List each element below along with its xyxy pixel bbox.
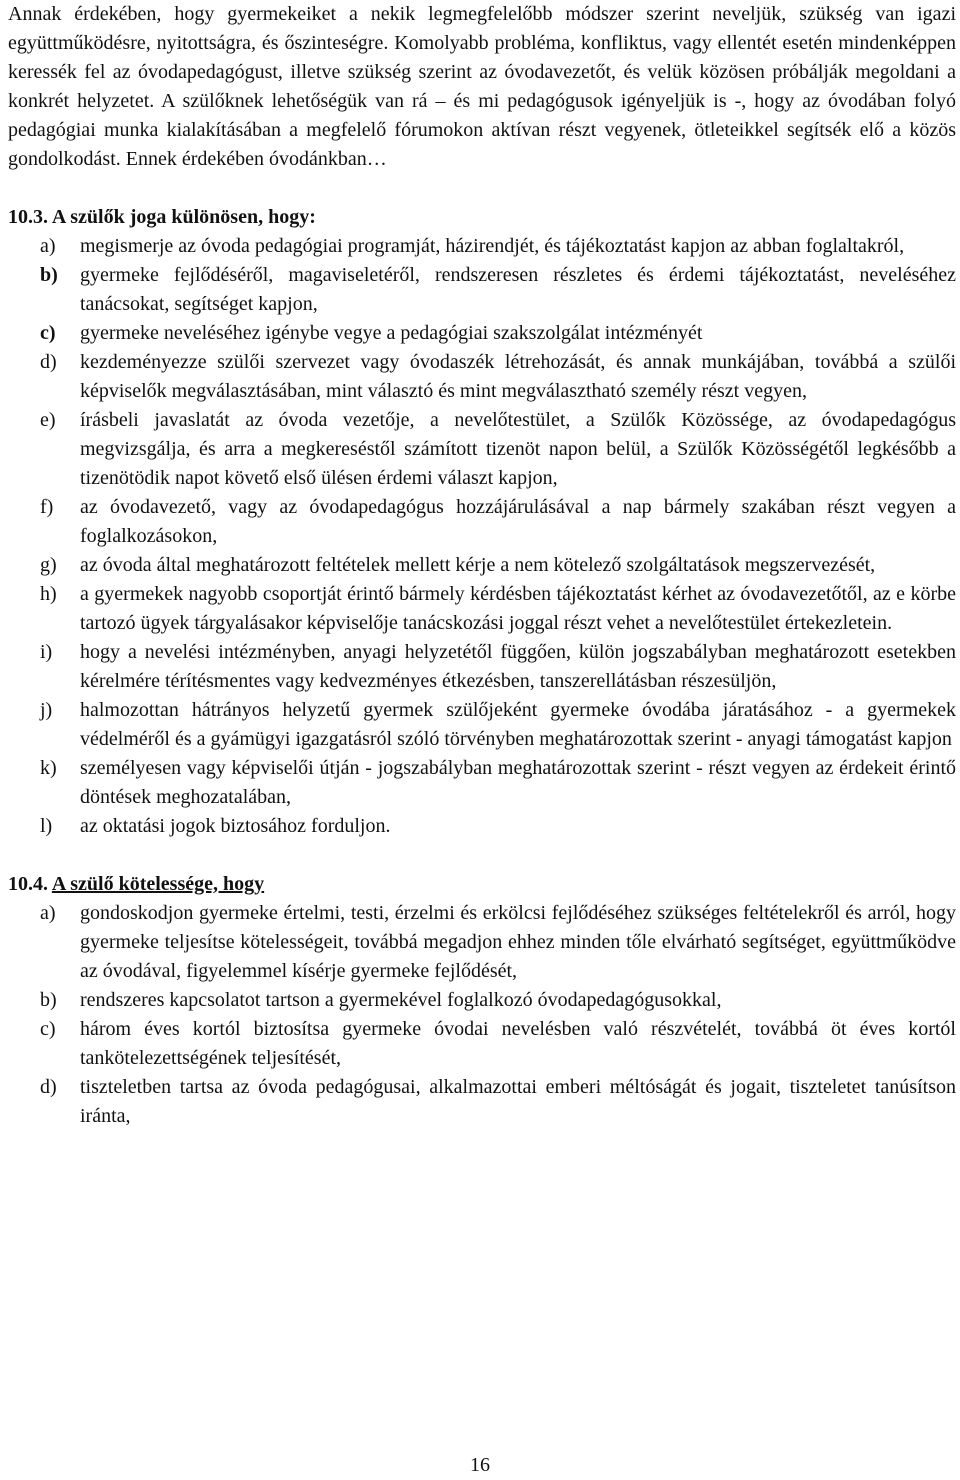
list-marker: a): [40, 235, 56, 257]
list-item-text: megismerje az óvoda pedagógiai programját, házirendjét, és tájékoztatást kapjon az abban foglaltakról,: [80, 235, 905, 257]
list-marker: b): [40, 264, 58, 286]
list-item: [8, 638, 956, 696]
list-item: [8, 899, 956, 986]
list-item-text: tiszteletben tartsa az óvoda pedagógusai, alkalmazottai emberi méltóságát és jogait, tiszteletet tanúsítson iránta,: [80, 1076, 956, 1127]
page-number: 16: [470, 1454, 490, 1476]
list-marker: k): [40, 757, 57, 779]
list-marker: a): [40, 902, 56, 924]
list-item: [8, 986, 956, 1015]
list-marker: c): [40, 322, 56, 344]
list-item: [8, 406, 956, 493]
list-marker: l): [40, 815, 53, 837]
list-item: [8, 812, 956, 841]
list-item: [8, 319, 956, 348]
list-item-text: rendszeres kapcsolatot tartson a gyermekével foglalkozó óvodapedagógusokkal,: [80, 989, 722, 1011]
list-marker: i): [40, 641, 53, 663]
list-item-text: három éves kortól biztosítsa gyermeke óvodai nevelésben való részvételét, továbbá öt éves kortól tankötelezettségének teljesítését,: [80, 1018, 956, 1069]
list-item-text: írásbeli javaslatát az óvoda vezetője, a nevelőtestület, a Szülők Közössége, az óvodapedagógus megvizsgálja, és arra a megkereséstől számított tizenöt napon belül, a Szülők Közösségétől legkésőbb a tizenötödik napot követő első ülésen érdemi választ kapjon,: [80, 409, 956, 489]
list-marker: d): [40, 1076, 57, 1098]
list-item-text: gyermeke fejlődéséről, magaviseletéről, rendszeresen részletes és érdemi tájékoztatást, neveléséhez tanácsokat, segítséget kapjon,: [80, 264, 956, 315]
list-item-text: az oktatási jogok biztosához forduljon.: [80, 815, 391, 837]
list-item-text: kezdeményezze szülői szervezet vagy óvodaszék létrehozását, és annak munkájában, továbbá a szülői képviselők megválasztásában, mint választó és mint megválasztható személy részt vegyen,: [80, 351, 956, 402]
spacer: [8, 174, 956, 203]
list-item-text: a gyermekek nagyobb csoportját érintő bármely kérdésben tájékoztatást kérhet az óvodavezetőtől, az e körbe tartozó ügyek tárgyalásakor képviselője tanácskozási joggal részt vehet a nevelőtestület értekezletein.: [80, 583, 956, 634]
section-title: A szülő kötelessége, hogy: [51, 873, 265, 895]
list-item: [8, 1073, 956, 1131]
list-item-text: az óvoda által meghatározott feltételek mellett kérje a nem kötelező szolgáltatások megszervezését,: [80, 554, 876, 576]
list-marker: g): [40, 554, 57, 576]
list-item-text: az óvodavezető, vagy az óvodapedagógus hozzájárulásával a nap bármely szakában részt vegyen a foglalkozásokon,: [80, 496, 956, 547]
intro-paragraph: Annak érdekében, hogy gyermekeiket a nekik legmegfelelőbb módszer szerint neveljük, szükség van igazi együttműködésre, nyitottságra, és őszinteségre. Komolyabb probléma, konfliktus, vagy ellentét esetén mindenképpen keressék fel az óvodapedagógust, illetve szükség szerint az óvodavezetőt, és velük közösen próbálják megoldani a konkrét helyzetet. A szülőknek lehetőségük van rá – és mi pedagógusok igényeljük is -, hogy az óvodában folyó pedagógiai munka kialakításában a megfelelő fórumokon aktívan részt vegyenek, ötleteikkel segítsék elő a közös gondolkodást. Ennek érdekében óvodánkban…: [8, 3, 956, 170]
rights-list: [8, 232, 956, 841]
section-number: 10.4.: [8, 873, 48, 895]
list-item: [8, 580, 956, 638]
list-marker: d): [40, 351, 57, 373]
list-item-text: halmozottan hátrányos helyzetű gyermek szülőjeként gyermeke óvodába járatásához - a gyermekek védelméről és a gyámügyi igazgatásról szóló törvényben meghatározottak szerint - anyagi támogatást kapjon: [80, 699, 956, 750]
list-item: [8, 493, 956, 551]
list-item: [8, 754, 956, 812]
section-title: A szülők joga különösen, hogy:: [51, 206, 316, 228]
section-rights-heading: [8, 203, 956, 232]
list-item-text: gondoskodjon gyermeke értelmi, testi, érzelmi és erkölcsi fejlődéséhez szükséges feltételekről és arról, hogy gyermeke teljesítse kötelességeit, továbbá megadjon ehhez minden tőle elvárható segítséget, együttműködve az óvodával, figyelemmel kísérje gyermeke fejlődését,: [80, 902, 956, 982]
list-item-text: hogy a nevelési intézményben, anyagi helyzetétől függően, külön jogszabályban meghatározott esetekben kérelmére térítésmentes vagy kedvezményes étkezésben, tanszerellátásban részesüljön,: [80, 641, 956, 692]
list-item: [8, 232, 956, 261]
list-marker: e): [40, 409, 56, 431]
list-item-text: gyermeke neveléséhez igénybe vegye a pedagógiai szakszolgálat intézményét: [80, 322, 703, 344]
list-marker: b): [40, 989, 57, 1011]
list-marker: c): [40, 1018, 56, 1040]
section-duties-heading: [8, 870, 956, 899]
list-item-text: személyesen vagy képviselői útján - jogszabályban meghatározottak szerint - részt vegyen az érdekeit érintő döntések meghozatalában,: [80, 757, 956, 808]
document-page: [8, 0, 956, 1131]
section-number: 10.3.: [8, 206, 48, 228]
list-item: [8, 1015, 956, 1073]
list-item: [8, 551, 956, 580]
duties-list: [8, 899, 956, 1131]
spacer: [8, 841, 956, 870]
list-item: [8, 261, 956, 319]
list-item: [8, 348, 956, 406]
list-item: [8, 696, 956, 754]
list-marker: f): [40, 496, 54, 518]
list-marker: j): [40, 699, 53, 721]
list-marker: h): [40, 583, 57, 605]
